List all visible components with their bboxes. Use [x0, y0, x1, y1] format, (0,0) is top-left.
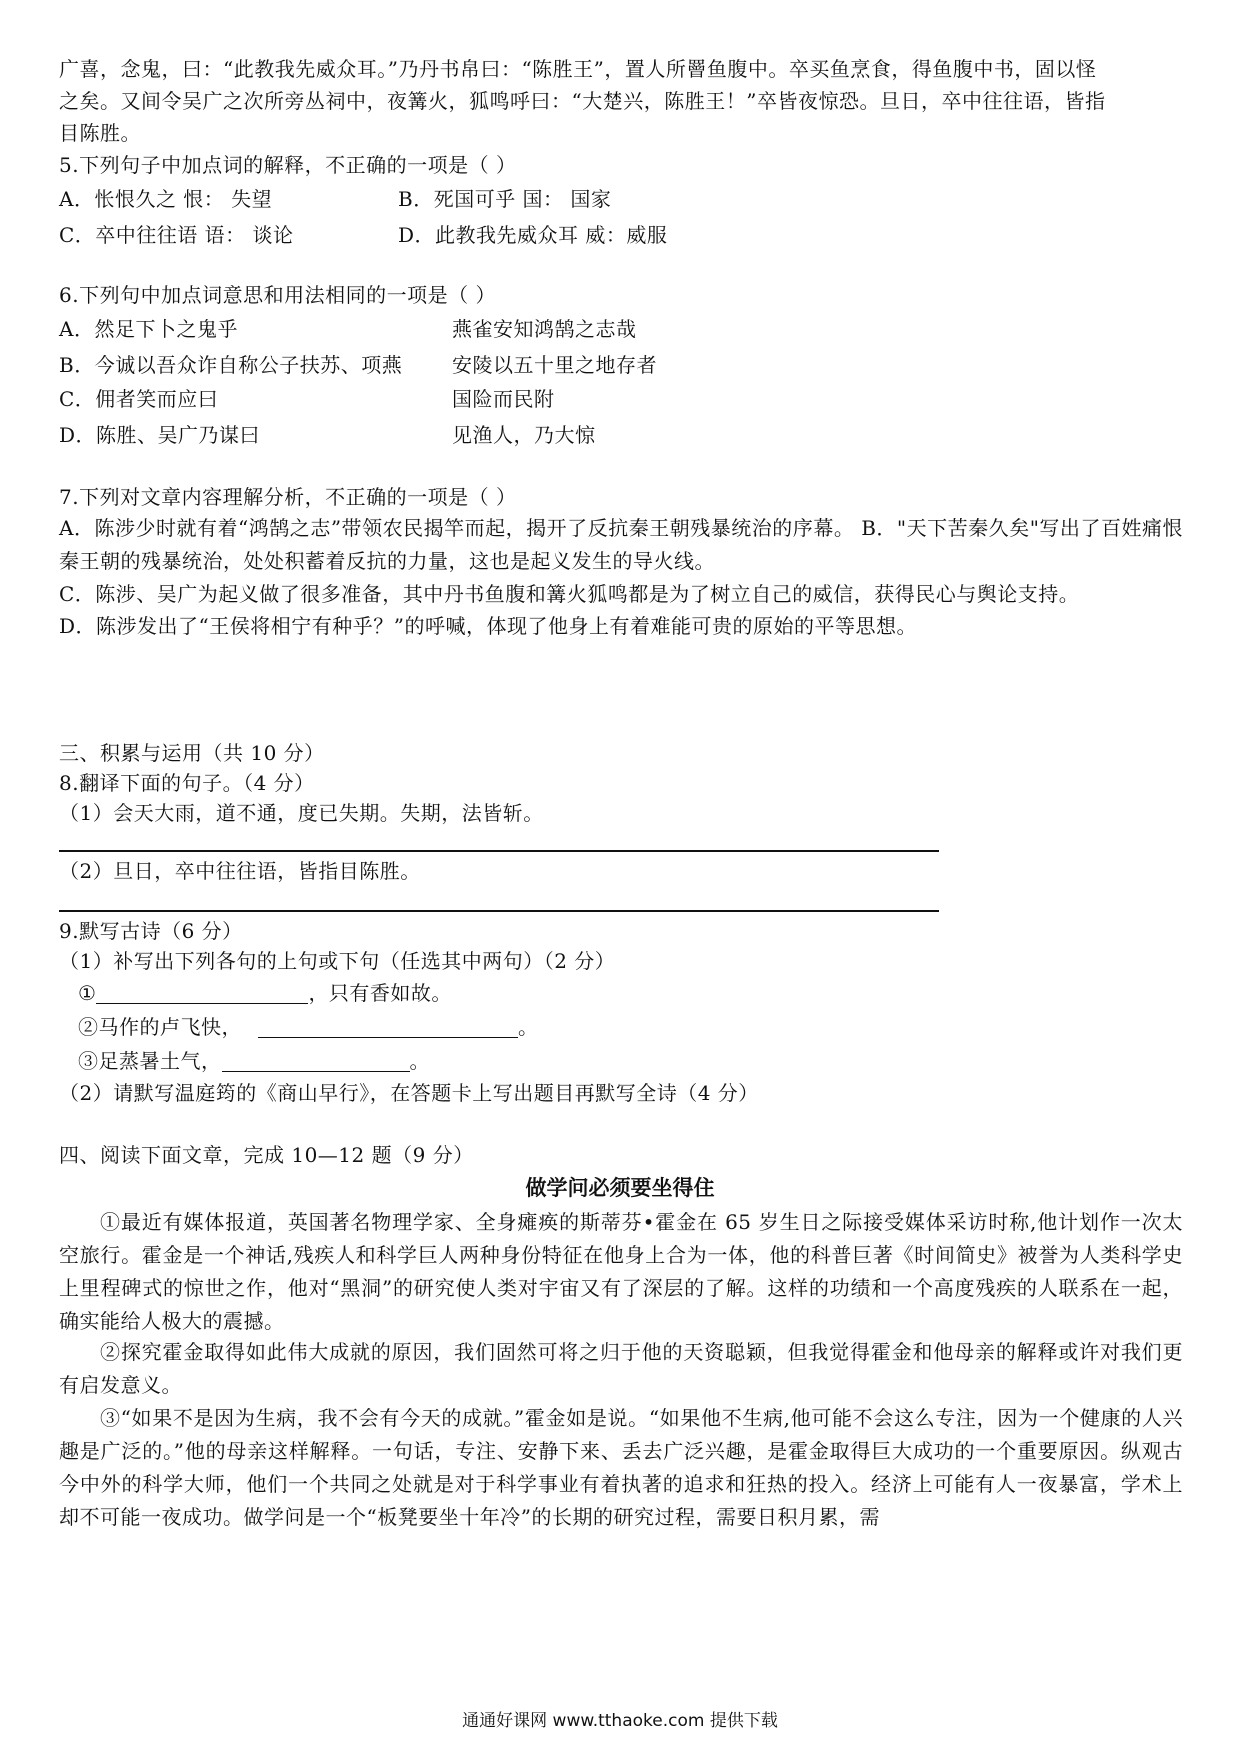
- passage-line-1: 广喜，念鬼，曰：“此教我先威众耳。”乃丹书帛曰：“陈胜王”，置人所罾鱼腹中。卒买鱼烹食，得鱼腹中书，固以怪: [59, 57, 1097, 81]
- question-6-option-b-left: B．今诚以吾众诈自称公子扶苏、项燕: [59, 353, 403, 377]
- poem-blank-2-prefix: ②马作的卢飞快，: [78, 1015, 242, 1039]
- poem-blank-3-suffix: 。: [409, 1049, 430, 1073]
- question-8-sentence-2: （2）旦日，卒中往往语，皆指目陈胜。: [59, 859, 421, 883]
- question-6-option-b-right: 安陵以五十里之地存者: [452, 353, 657, 377]
- article-title: 做学问必须要坐得住: [525, 1175, 715, 1200]
- question-7-option-c: C．陈涉、吴广为起义做了很多准备，其中丹书鱼腹和篝火狐鸣都是为了树立自己的威信，获得民心与舆论支持。: [59, 582, 1080, 606]
- question-6-option-a-right: 燕雀安知鸿鹄之志哉: [452, 317, 637, 341]
- question-7-stem: 7.下列对文章内容理解分析，不正确的一项是（ ）: [59, 485, 517, 509]
- passage-line-3: 目陈胜。: [59, 121, 141, 145]
- question-7-option-d: D．陈涉发出了“王侯将相宁有种乎？”的呼喊，体现了他身上有着难能可贵的原始的平等思想。: [59, 614, 917, 638]
- question-6-option-c-left: C．佣者笑而应曰: [59, 387, 219, 411]
- poem-blank-1[interactable]: [96, 981, 308, 1004]
- article-paragraph-3: ③“如果不是因为生病，我不会有今天的成就。”霍金如是说。“如果他不生病,他可能不会这么专注，因为一个健康的人兴趣是广泛的。”他的母亲这样解释。一句话，专注、安静下来、丢去广泛兴趣，是霍金取得巨大成功的一个重要原因。纵观古今中外的科学大师，他们一个共同之处就是对于科学事业有着执著的追求和狂热的投入。经济上可能有人一夜暴富，学术上却不可能一夜成功。做学问是一个“板凳要坐十年冷”的长期的研究过程，需要日积月累，需: [59, 1406, 1183, 1529]
- answer-line-1[interactable]: [59, 850, 939, 852]
- question-5-option-d: D．此教我先威众耳 威：威服: [398, 223, 668, 247]
- question-5-option-a: A．怅恨久之 恨： 失望: [59, 187, 273, 211]
- poem-blank-3-row: [78, 1044, 430, 1078]
- poem-blank-3[interactable]: [222, 1049, 410, 1072]
- question-6-option-d-right: 见渔人，乃大惊: [452, 423, 596, 447]
- passage-line-2: 之矣。又间令吴广之次所旁丛祠中，夜篝火，狐鸣呼曰：“大楚兴，陈胜王！”卒皆夜惊恐。旦日，卒中往往语，皆指: [59, 89, 1106, 113]
- poem-blank-2-row: [78, 1010, 539, 1044]
- page-footer: 通通好课网 www.tthaoke.com 提供下载: [462, 1711, 778, 1731]
- poem-blank-1-prefix: ①: [78, 981, 97, 1005]
- question-6-option-d-left: D．陈胜、吴广乃谋曰: [59, 423, 261, 447]
- section-4-title: 四、阅读下面文章，完成 10—12 题（9 分）: [59, 1143, 474, 1167]
- article-paragraph-2: ②探究霍金取得如此伟大成就的原因，我们固然可将之归于他的天资聪颖，但我觉得霍金和他母亲的解释或许对我们更有启发意义。: [59, 1340, 1183, 1397]
- answer-line-2[interactable]: [59, 910, 939, 912]
- poem-blank-3-prefix: ③足蒸暑土气，: [78, 1049, 222, 1073]
- question-5-option-b: B．死国可乎 国： 国家: [398, 187, 612, 211]
- question-7-option-a-b: A．陈涉少时就有着“鸿鹄之志”带领农民揭竿而起，揭开了反抗秦王朝残暴统治的序幕。 B．"天下苦秦久矣"写出了百姓痛恨秦王朝的残暴统治，处处积蓄着反抗的力量，这也是起义发生的导火线。: [59, 516, 1183, 573]
- question-6-option-a-left: A．然足下卜之鬼乎: [59, 317, 238, 341]
- question-6-stem: 6.下列句中加点词意思和用法相同的一项是（ ）: [59, 283, 496, 307]
- question-9-part-2: （2）请默写温庭筠的《商山早行》，在答题卡上写出题目再默写全诗（4 分）: [59, 1081, 759, 1105]
- section-3-title: 三、积累与运用（共 10 分）: [59, 741, 325, 765]
- question-5-option-c: C．卒中往往语 语： 谈论: [59, 223, 294, 247]
- question-6-option-c-right: 国险而民附: [452, 387, 555, 411]
- question-9-stem: 9.默写古诗（6 分）: [59, 919, 243, 943]
- question-8-stem: 8.翻译下面的句子。（4 分）: [59, 771, 315, 795]
- question-9-part-1: （1）补写出下列各句的上句或下句（任选其中两句）（2 分）: [59, 949, 616, 973]
- poem-blank-1-suffix: ，只有香如故。: [308, 981, 452, 1005]
- poem-blank-2-suffix: 。: [518, 1015, 539, 1039]
- article-paragraph-1: ①最近有媒体报道，英国著名物理学家、全身瘫痪的斯蒂芬•霍金在 65 岁生日之际接受媒体采访时称,他计划作一次太空旅行。霍金是一个神话,残疾人和科学巨人两种身份特征在他身上合为一体，他的科普巨著《时间简史》被誉为人类科学史上里程碑式的惊世之作，他对“黑洞”的研究使人类对宇宙又有了深层的了解。这样的功绩和一个高度残疾的人联系在一起，确实能给人极大的震撼。: [59, 1210, 1183, 1333]
- poem-blank-1-row: [78, 976, 452, 1010]
- poem-blank-2[interactable]: [258, 1015, 518, 1038]
- question-5-stem: 5.下列句子中加点词的解释，不正确的一项是（ ）: [59, 153, 517, 177]
- question-8-sentence-1: （1）会天大雨，道不通，度已失期。失期，法皆斩。: [59, 801, 544, 825]
